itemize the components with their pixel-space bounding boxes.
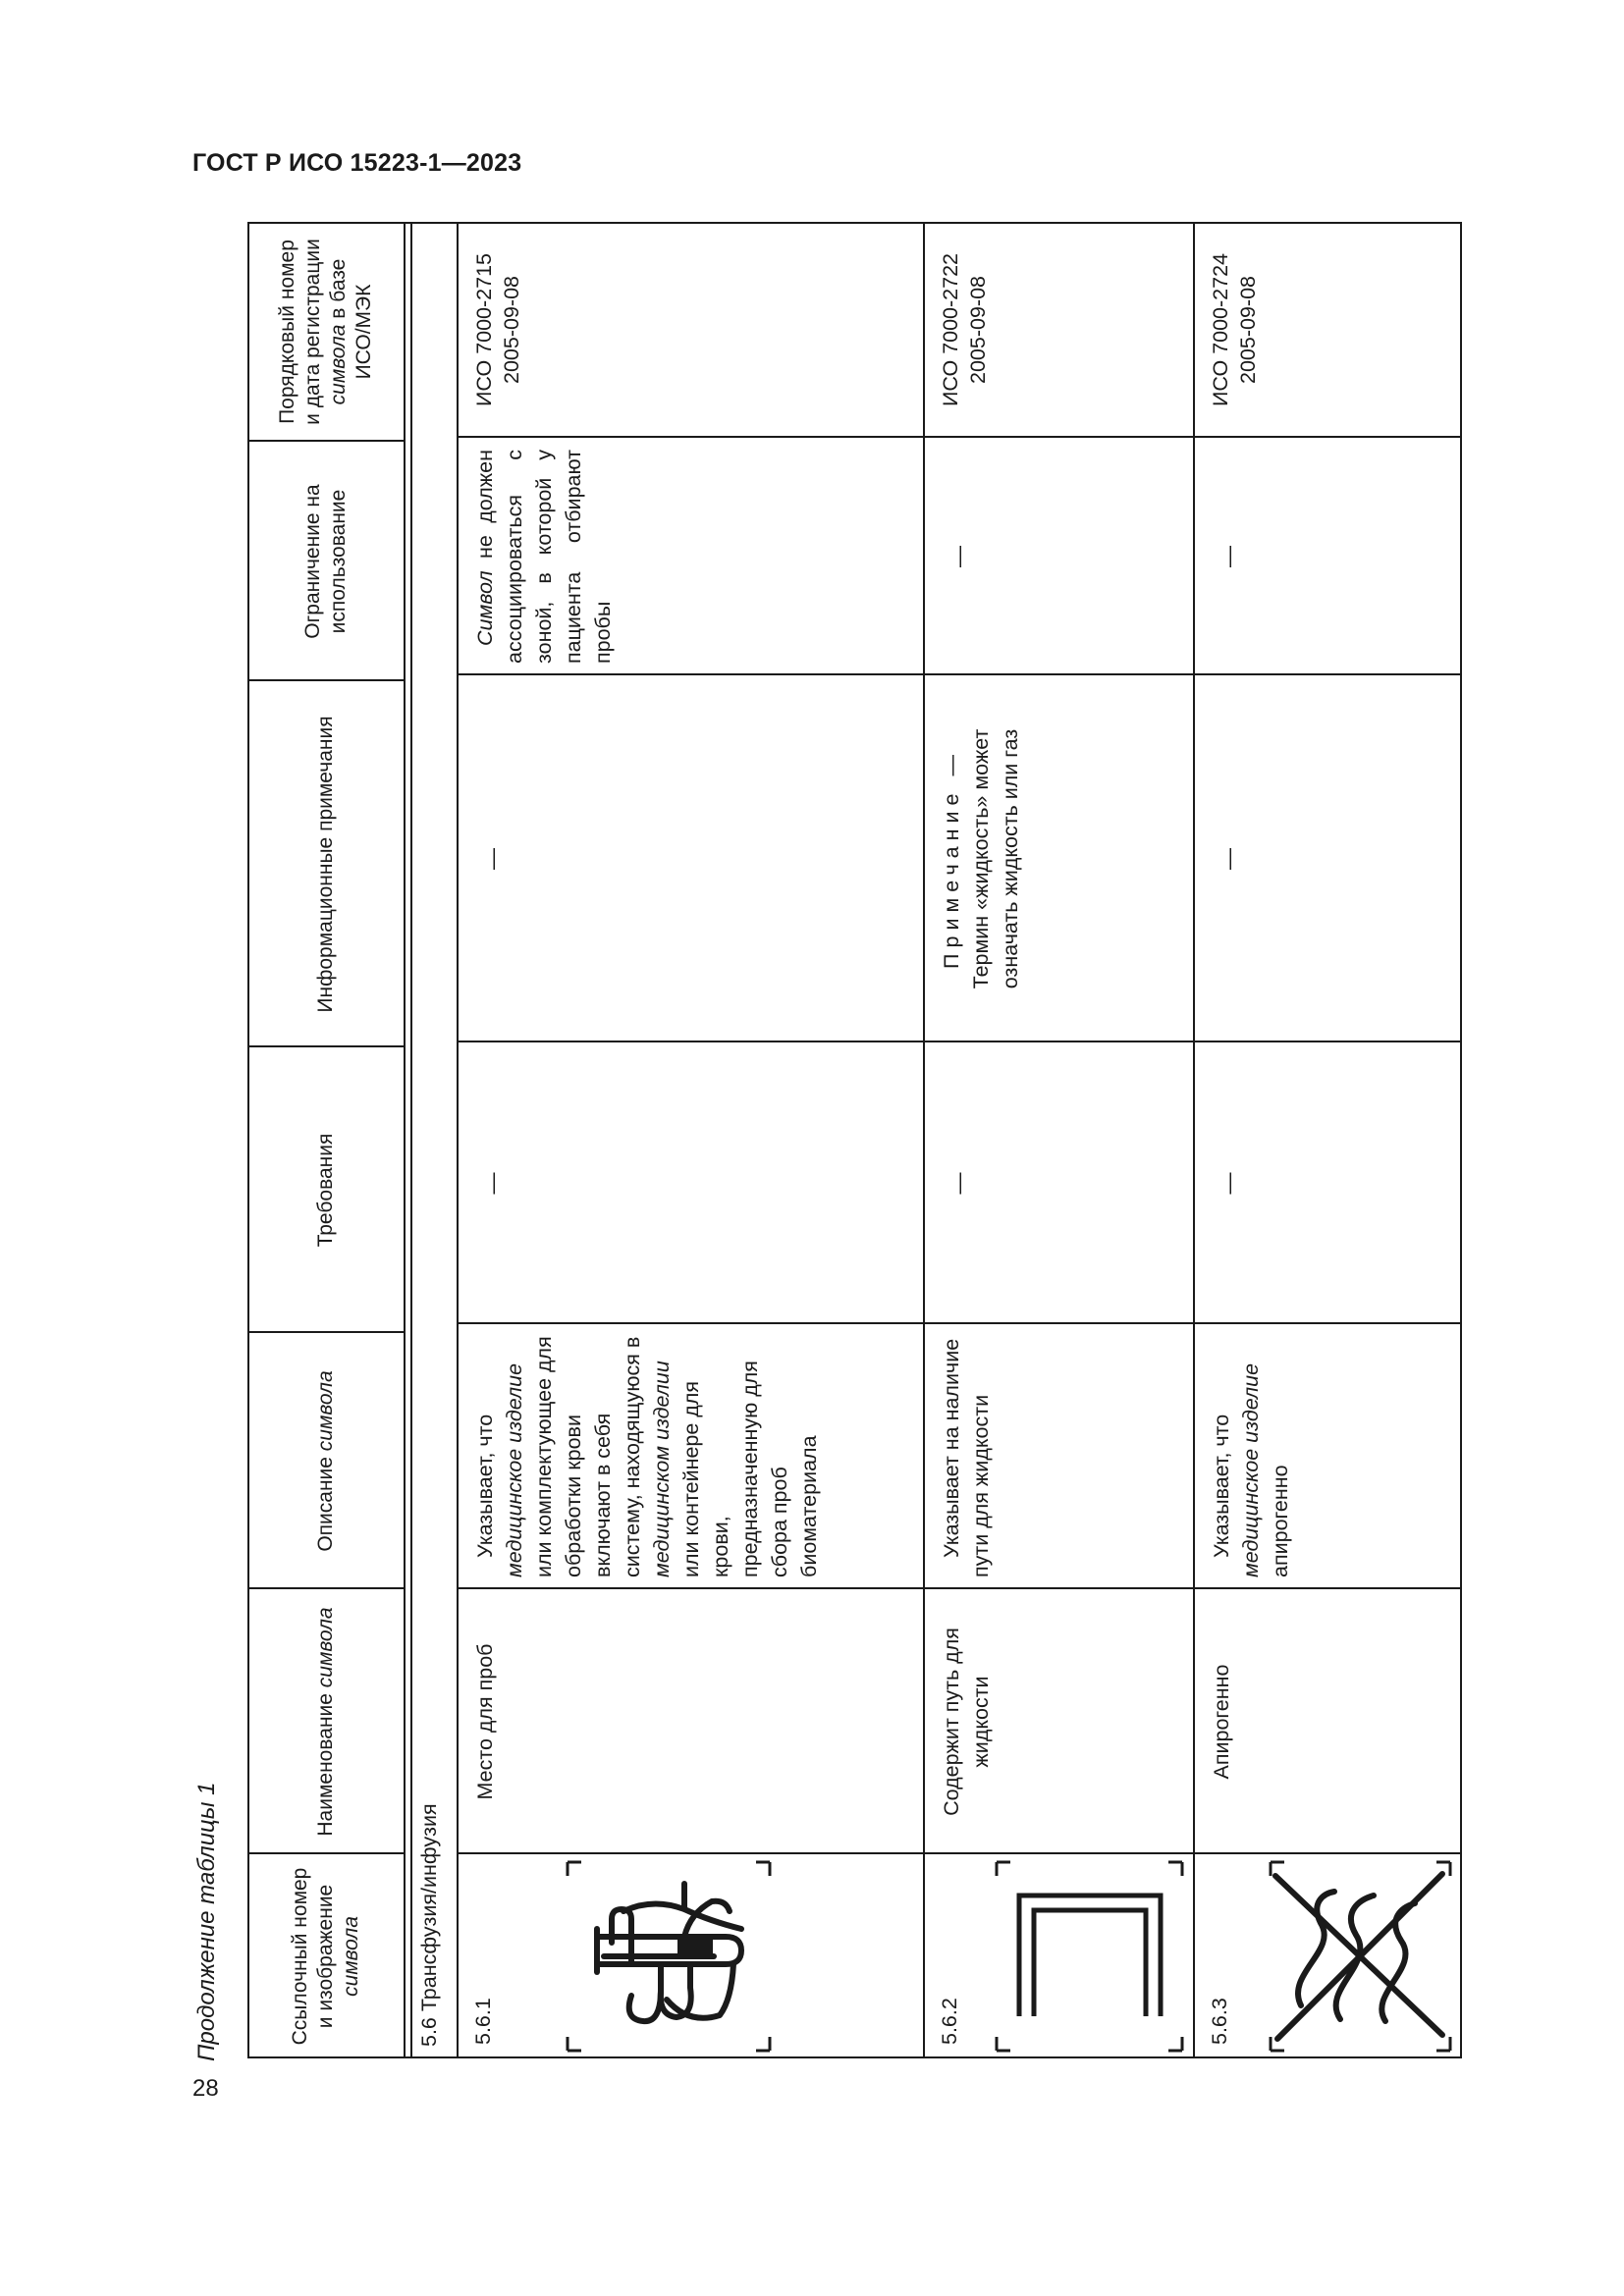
document-header: ГОСТ Р ИСО 15223-1—2023 [192, 149, 522, 177]
section-title: 5.6 Трансфузия/инфузия [417, 1803, 441, 2047]
restriction-value: Символ не должен ассоциироваться с зоной, в которой у пациента отбирают пробы [473, 450, 615, 664]
symbol-name: Место для проб [473, 1643, 497, 1800]
symbol-description: Указывает на наличие пути для жидкости [940, 1338, 993, 1577]
row-ref: 5.6.2 [938, 1998, 961, 2045]
symbol-description: Указывает, что медицинское изделие или комплектующее для обработки крови включают в себя систему, находящуюся в медицинском изделии или контейнере для крови, предназначенную для сбора проб биоматериала [473, 1336, 821, 1577]
notes-value: — [1217, 848, 1241, 870]
col-header-name: Наименование символа [313, 1607, 337, 1837]
header-rule [404, 222, 406, 2058]
fluid-path-icon [923, 1854, 1193, 2058]
notes-value: Примечание — Термин «жидкость» может означать жидкость или газ [923, 675, 1193, 1042]
col-header-description: Описание символа [313, 1370, 337, 1552]
symbol-name: Апирогенно [1210, 1664, 1233, 1780]
blood-sampling-site-icon [457, 1854, 923, 2058]
requirements-value: — [480, 1172, 505, 1195]
col-header-requirements: Требования [313, 1133, 337, 1248]
col-header-ref: Ссылочный номер и изображение символа [288, 1867, 362, 2046]
restriction-value: — [1217, 546, 1241, 567]
notes-value: — [480, 848, 505, 870]
requirements-value: — [947, 1172, 971, 1195]
page-number: 28 [192, 2075, 219, 2102]
non-pyrogenic-icon [1193, 1854, 1462, 2058]
col-header-restriction: Ограничение на использование [300, 484, 350, 639]
rotated-table [247, 222, 1462, 2058]
symbol-name: Содержит путь для жидкости [940, 1628, 993, 1816]
restriction-value: — [947, 546, 971, 567]
table-caption: Продолжение таблицы 1 [193, 1782, 220, 2061]
registration-value: ИСО 7000-2715 2005-09-08 [472, 252, 523, 407]
note-label: Примечание — [940, 749, 963, 969]
row-ref: 5.6.3 [1208, 1998, 1231, 2045]
row-ref: 5.6.1 [471, 1998, 495, 2045]
registration-value: ИСО 7000-2722 2005-09-08 [939, 252, 990, 407]
col-header-registration: Порядковый номер и дата регистрации символа в базе ИСО/МЭК [275, 239, 375, 425]
requirements-value: — [1217, 1172, 1241, 1195]
col-header-notes: Информационные примечания [313, 716, 337, 1013]
symbol-description: Указывает, что медицинское изделие апирогенно [1210, 1362, 1292, 1577]
registration-value: ИСО 7000-2724 2005-09-08 [1209, 252, 1260, 407]
